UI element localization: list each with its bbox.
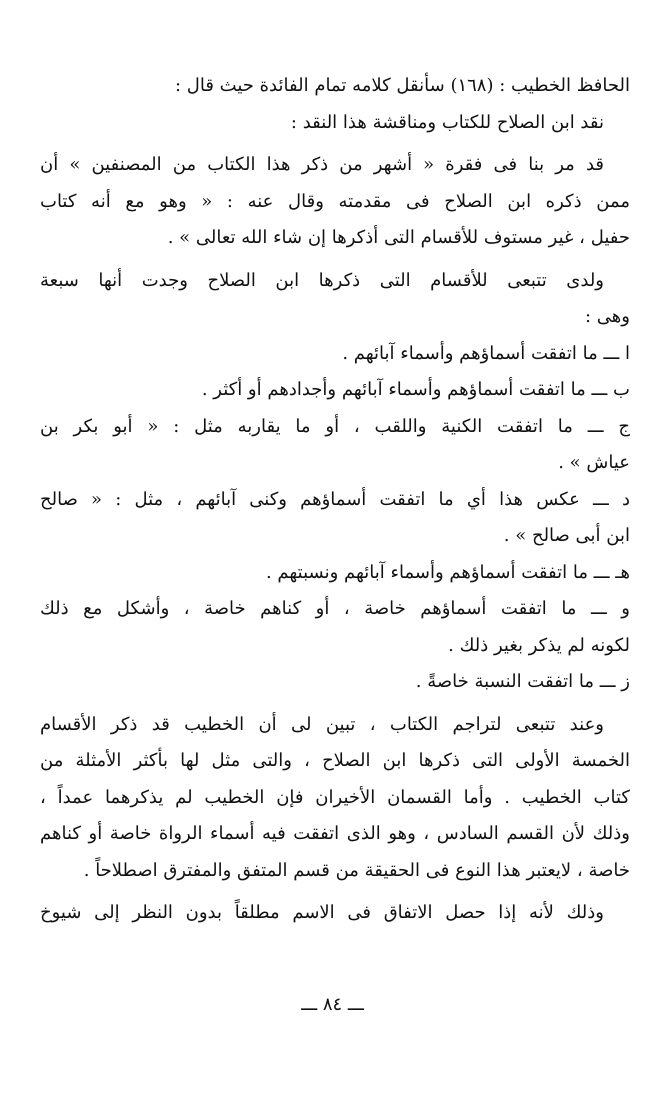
- text-line: ولدى تتبعى للأقسام التى ذكرها ابن الصلاح وجدت أنها سبعة: [40, 269, 604, 291]
- list-item-continuation: عياش » .: [558, 452, 630, 473]
- text-line: كتاب الخطيب . وأما القسمان الأخيران فإن الخطيب لم يذكرهما عمداً ،: [40, 786, 630, 808]
- text-line: الخمسة الأولى التى ذكرها ابن الصلاح ، والتى مثل لها بأكثر الأمثلة من: [40, 750, 630, 771]
- text-line: قد مر بنا فى فقرة « أشهر من ذكر هذا الكتاب من المصنفين » أن: [40, 154, 604, 175]
- list-item-continuation: لكونه لم يذكر بغير ذلك .: [448, 634, 630, 656]
- list-item: ب ـــ ما اتفقت أسماؤهم وأسماء آبائهم وأجدادهم أو أكثر .: [201, 379, 630, 400]
- list-item: ز ـــ ما اتفقت النسبة خاصةً .: [415, 671, 630, 692]
- text-line: وهى :: [585, 306, 630, 327]
- list-item-continuation: ابن أبى صالح » .: [503, 525, 630, 546]
- section-heading: نقد ابن الصلاح للكتاب ومناقشة هذا النقد :: [290, 111, 604, 133]
- text-line: وذلك لأن القسم السادس ، وهو الذى اتفقت فيه أسماء الرواة خاصة أو كناهم: [40, 823, 630, 844]
- list-item: هـ ـــ ما اتفقت أسماؤهم وأسماء آبائهم ونسبتهم .: [265, 561, 630, 583]
- text-line: ممن ذكره ابن الصلاح فى مقدمته وقال عنه : « وهو مع أنه كتاب: [40, 190, 630, 212]
- page-body: [40, 68, 630, 932]
- list-item: ج ـــ ما اتفقت الكنية واللقب ، أو ما يقاربه مثل : « أبو بكر بن: [40, 415, 630, 437]
- list-item: د ـــ عكس هذا أي ما اتفقت أسماؤهم وكنى آبائهم ، مثل : « صالح: [40, 488, 630, 510]
- page-number: ـــ ٨٤ ـــ: [301, 994, 364, 1015]
- text-line: الحافظ الخطيب : (١٦٨) سأنقل كلامه تمام الفائدة حيث قال :: [175, 75, 630, 96]
- text-line: حفيل ، غير مستوف للأقسام التى أذكرها إن شاء الله تعالى » .: [167, 227, 630, 248]
- list-item: و ـــ ما اتفقت أسماؤهم خاصة ، أو كناهم خاصة ، وأشكل مع ذلك: [40, 598, 630, 619]
- text-line: وعند تتبعى لتراجم الكتاب ، تبين لى أن الخطيب قد ذكر الأقسام: [40, 713, 604, 735]
- text-line: خاصة ، لايعتبر هذا النوع فى الحقيقة من قسم المتفق والمفترق اصطلاحاً .: [83, 859, 630, 881]
- list-item: ا ـــ ما اتفقت أسماؤهم وأسماء آبائهم .: [342, 342, 630, 364]
- text-line: وذلك لأنه إذا حصل الاتفاق فى الاسم مطلقاً بدون النظر إلى شيوخ: [40, 902, 604, 923]
